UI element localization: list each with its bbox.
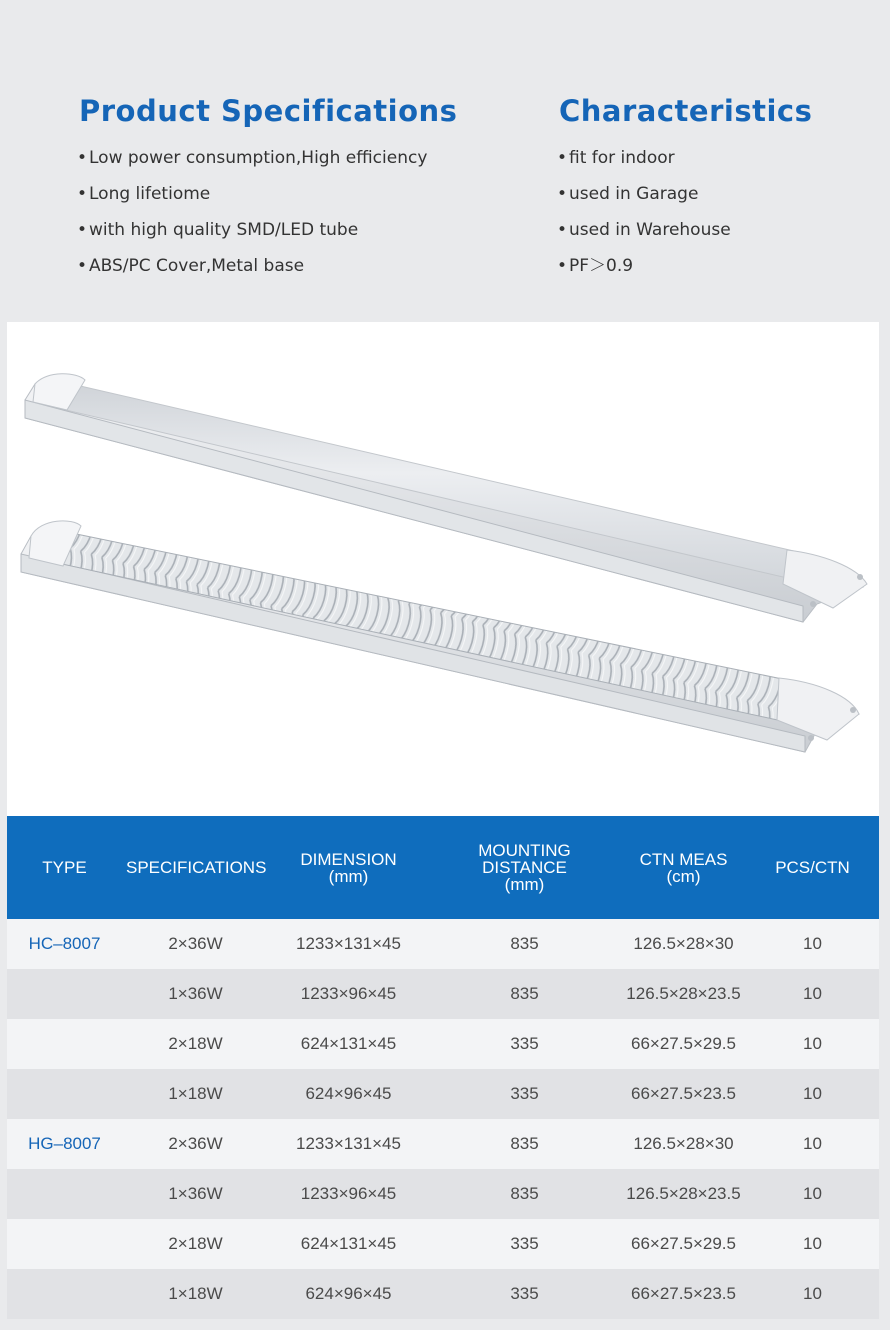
product-specifications-title: Product Specifications [79,94,458,128]
header-specifications: SPECIFICATIONS [126,858,267,877]
cell-mounting: 335 [510,1284,539,1303]
cell-spec: 2×36W [168,1134,223,1153]
bullet-icon: • [557,220,568,240]
cell-pcs: 10 [803,934,822,953]
bullet-icon: • [77,256,88,276]
cell-mounting: 835 [510,984,539,1003]
product-photo [7,322,879,816]
cell-mounting: 335 [510,1084,539,1103]
cell-ctn: 66×27.5×23.5 [631,1084,736,1103]
cell-pcs: 10 [803,1184,822,1203]
cell-ctn: 126.5×28×23.5 [626,984,741,1003]
list-item: • used in Warehouse [557,220,731,240]
bullet-icon: • [557,148,568,168]
cell-type [7,1069,122,1119]
bullet-icon: • [77,220,88,240]
cell-dimension: 624×96×45 [305,1084,392,1103]
cell-spec: 2×18W [168,1234,223,1253]
list-item: • Long lifetiome [77,184,211,204]
cell-ctn: 126.5×28×30 [633,1134,734,1153]
table-row [7,1219,879,1269]
cell-dimension: 624×96×45 [305,1284,392,1303]
table-row [7,1019,879,1069]
cell-spec: 1×18W [168,1084,223,1103]
led-fixtures-illustration [7,322,879,816]
cell-pcs: 10 [803,1084,822,1103]
cell-spec: 1×36W [168,984,223,1003]
cell-pcs: 10 [803,1234,822,1253]
cell-pcs: 10 [803,1284,822,1303]
table-row [7,969,879,1019]
cell-dimension: 624×131×45 [300,1234,397,1253]
table-row [7,1169,879,1219]
cell-ctn: 66×27.5×23.5 [631,1284,736,1303]
cell-dimension: 1233×131×45 [296,1134,401,1153]
header-dimension: DIMENSION (mm) [300,849,397,886]
list-item: • Low power consumption,High efficiency [77,148,428,168]
cell-spec: 1×18W [168,1284,223,1303]
cell-type [7,969,122,1019]
cell-ctn: 66×27.5×29.5 [631,1034,736,1053]
table-row [7,919,879,969]
cell-ctn: 126.5×28×23.5 [626,1184,741,1203]
cell-mounting: 335 [510,1234,539,1253]
characteristics-title: Characteristics [559,94,813,128]
bullet-icon: • [77,184,88,204]
cell-type: HC–8007 [28,934,101,953]
cell-mounting: 335 [510,1034,539,1053]
table-row [7,1269,879,1319]
cell-spec: 2×18W [168,1034,223,1053]
header-ctn-meas: CTN MEAS (cm) [639,849,728,886]
cell-spec: 1×36W [168,1184,223,1203]
cell-dimension: 1233×96×45 [300,984,397,1003]
cell-mounting: 835 [510,1184,539,1203]
list-item: • ABS/PC Cover,Metal base [77,256,305,276]
cell-dimension: 1233×131×45 [296,934,401,953]
cell-ctn: 66×27.5×29.5 [631,1234,736,1253]
characteristics-list [557,146,731,290]
list-item: • used in Garage [557,184,699,204]
table-row [7,1119,879,1169]
header-pcs-ctn: PCS/CTN [775,858,850,877]
product-specifications-list [77,146,427,290]
list-item: • fit for indoor [557,148,675,168]
header-type: TYPE [42,858,87,877]
list-item: • PF＞0.9 [557,256,634,276]
cell-type [7,1169,122,1219]
cell-ctn: 126.5×28×30 [633,934,734,953]
bullet-icon: • [557,256,568,276]
cell-pcs: 10 [803,984,822,1003]
header-mounting-distance: MOUNTING DISTANCE (mm) [478,841,571,894]
cell-type [7,1269,122,1319]
cell-dimension: 1233×96×45 [300,1184,397,1203]
cell-dimension: 624×131×45 [300,1034,397,1053]
cell-spec: 2×36W [168,934,223,953]
cell-type: HG–8007 [28,1134,101,1153]
cell-type [7,1019,122,1069]
list-item: • with high quality SMD/LED tube [77,220,359,240]
bullet-icon: • [557,184,568,204]
cell-mounting: 835 [510,934,539,953]
bullet-icon: • [77,148,88,168]
specifications-table [7,816,879,1319]
table-row [7,1069,879,1119]
cell-pcs: 10 [803,1134,822,1153]
table-header-row [7,816,879,919]
cell-pcs: 10 [803,1034,822,1053]
cell-type [7,1219,122,1269]
cell-mounting: 835 [510,1134,539,1153]
